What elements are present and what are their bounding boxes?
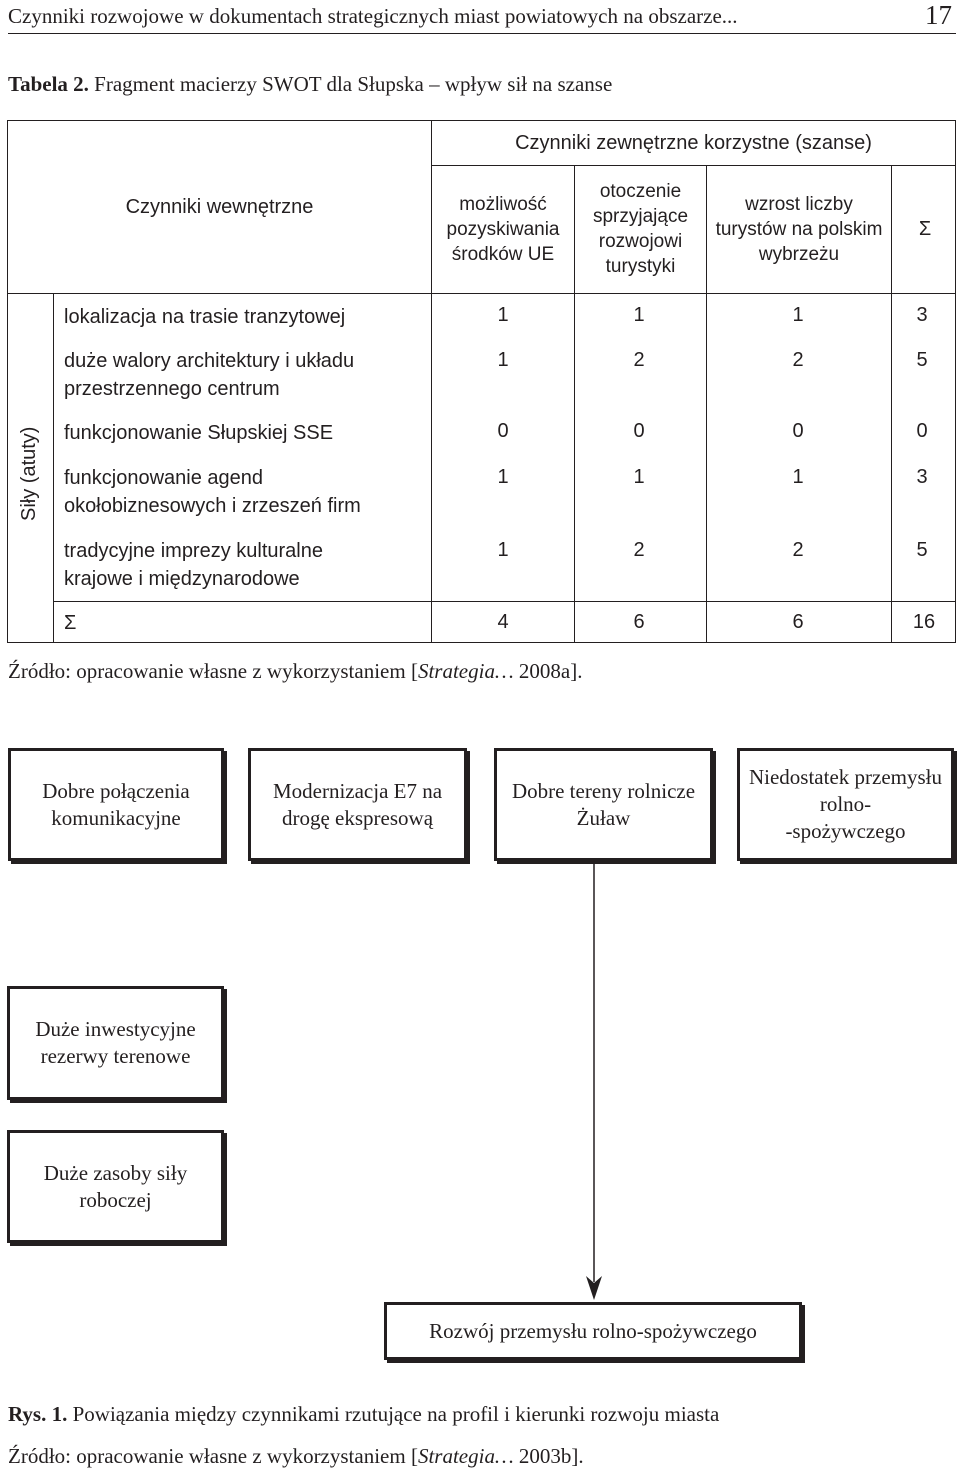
cell-value: 5 bbox=[916, 349, 928, 371]
row-label: funkcjonowanie Słupskiej SSE bbox=[64, 422, 334, 444]
cell-value: 2 bbox=[792, 539, 804, 561]
sum-row-label: Σ bbox=[64, 612, 77, 634]
source-italic: Strategia… bbox=[417, 1444, 514, 1468]
column-header: wzrost liczby turystów na polskim wybrzeżu bbox=[715, 193, 883, 265]
cell-value: 6 bbox=[633, 611, 645, 633]
cell-value: 2 bbox=[792, 349, 804, 371]
cell-value: 2 bbox=[633, 349, 645, 371]
factor-box: Dobre połączenia komunikacyjne bbox=[8, 748, 224, 861]
figure-caption-label: Rys. 1. bbox=[8, 1402, 68, 1426]
source-prefix: Źródło: opracowanie własne z wykorzystaniem [ bbox=[8, 659, 418, 683]
source-suffix: 2008a]. bbox=[513, 659, 583, 683]
factor-box: Dobre tereny rolnicze Żuław bbox=[494, 748, 713, 861]
cell-value: 1 bbox=[792, 466, 804, 488]
page-number: 17 bbox=[925, 0, 952, 30]
cell-value: 1 bbox=[497, 349, 509, 371]
external-factors-header: Czynniki zewnętrzne korzystne (szanse) bbox=[515, 131, 872, 154]
cell-value: 4 bbox=[497, 611, 509, 633]
figure-source bbox=[8, 1444, 584, 1469]
cell-value: 0 bbox=[792, 420, 804, 442]
factor-box: Duże zasoby siły roboczej bbox=[7, 1130, 224, 1243]
strengths-group-label: Siły (atuty) bbox=[18, 426, 40, 521]
running-title: Czynniki rozwojowe w dokumentach strategicznych miast powiatowych na obszarze... bbox=[8, 4, 738, 28]
cell-value: 3 bbox=[916, 466, 928, 488]
cell-value: 3 bbox=[916, 304, 928, 326]
internal-factors-header: Czynniki wewnętrzne bbox=[125, 195, 314, 218]
factor-box: Niedostatek przemysłu rolno- -spożywczego bbox=[737, 748, 954, 861]
row-label: funkcjonowanie agend okołobiznesowych i zrzeszeń firm bbox=[64, 467, 361, 517]
target-box: Rozwój przemysłu rolno-spożywczego bbox=[384, 1302, 802, 1360]
row-label: duże walory architektury i układu przestrzennego centrum bbox=[64, 350, 355, 400]
row-label: lokalizacja na trasie tranzytowej bbox=[64, 306, 346, 328]
cell-value: 1 bbox=[497, 466, 509, 488]
column-header-sum: Σ bbox=[918, 217, 932, 240]
column-header: możliwość pozyskiwania środków UE bbox=[446, 193, 560, 265]
cell-value: 6 bbox=[792, 611, 804, 633]
cell-value: 2 bbox=[633, 539, 645, 561]
source-suffix: 2003b]. bbox=[513, 1444, 584, 1468]
cell-value: 0 bbox=[497, 420, 509, 442]
figure-caption bbox=[8, 1402, 719, 1427]
factor-box: Modernizacja E7 na drogę ekspresową bbox=[248, 748, 467, 861]
cell-value: 0 bbox=[633, 420, 645, 442]
cell-value: 1 bbox=[633, 466, 645, 488]
cell-value: 16 bbox=[912, 611, 936, 633]
factor-box: Duże inwestycyjne rezerwy terenowe bbox=[7, 986, 224, 1100]
cell-value: 5 bbox=[916, 539, 928, 561]
cell-value: 0 bbox=[916, 420, 928, 442]
column-header: otoczenie sprzyjające rozwojowi turystyki bbox=[592, 181, 689, 277]
figure-caption-text: Powiązania między czynnikami rzutujące na profil i kierunki rozwoju miasta bbox=[67, 1402, 720, 1426]
row-label: tradycyjne imprezy kulturalne krajowe i międzynarodowe bbox=[64, 540, 323, 590]
table-caption-label: Tabela 2. bbox=[8, 72, 89, 96]
cell-value: 1 bbox=[792, 304, 804, 326]
cell-value: 1 bbox=[633, 304, 645, 326]
table-caption-text: Fragment macierzy SWOT dla Słupska – wpływ sił na szanse bbox=[88, 72, 613, 96]
source-italic: Strategia… bbox=[417, 659, 514, 683]
source-prefix: Źródło: opracowanie własne z wykorzystaniem [ bbox=[8, 1444, 418, 1468]
cell-value: 1 bbox=[497, 539, 509, 561]
cell-value: 1 bbox=[497, 304, 509, 326]
